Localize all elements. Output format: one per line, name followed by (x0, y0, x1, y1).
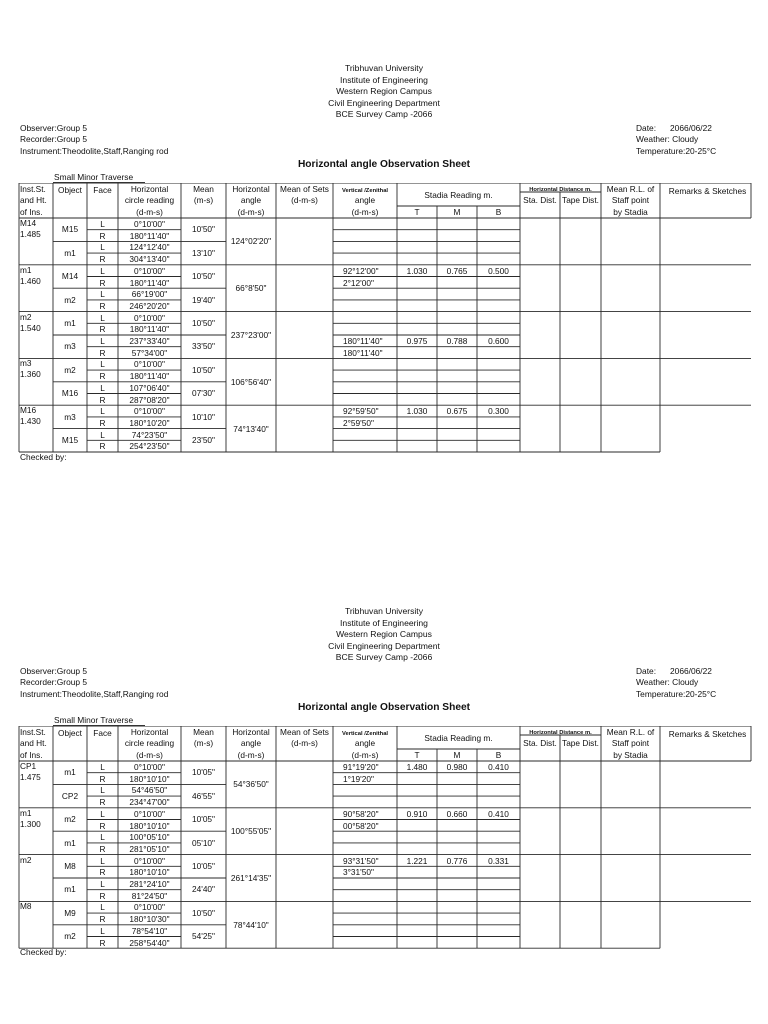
stadia-bottom-value: 0.410 (488, 762, 509, 772)
temperature: Temperature:20-25°C (636, 688, 717, 699)
horizontal-circle-reading: 254°23'50" (129, 441, 170, 452)
stadia-top-value: 1.480 (406, 762, 428, 772)
stadia-top-value: 1.030 (406, 265, 428, 276)
observer: Observer:Group 5 (20, 123, 88, 133)
face-value: L (100, 855, 105, 866)
face-value: R (99, 937, 106, 948)
header-horizontal-angle: angle (240, 195, 262, 206)
horizontal-angle-value: 106°56'40" (230, 376, 272, 387)
horizontal-circle-reading: 281°05'10" (129, 843, 170, 854)
camp-name: BCE Survey Camp -2066 (335, 109, 433, 120)
instrument: Instrument:Theodolite,Staff,Ranging rod (20, 688, 169, 699)
header-tape-distance: Tape Dist. (562, 738, 599, 748)
header-inst-station: of Ins. (20, 749, 43, 760)
face-value: L (100, 785, 105, 796)
horizontal-circle-reading: 66°19'00" (131, 289, 168, 300)
horizontal-circle-reading: 0°10'00" (134, 762, 165, 772)
department-name: Civil Engineering Department (328, 97, 440, 108)
horizontal-circle-reading: 0°10'00" (134, 265, 165, 276)
horizontal-circle-reading: 237°33'40" (129, 336, 170, 346)
header-stadia-distance: Sta. Dist. (523, 195, 557, 205)
header-horizontal-circle-reading: (d-m-s) (136, 206, 163, 217)
face-value: L (100, 312, 105, 323)
header-inst-station: Inst.St. (20, 727, 46, 737)
header-mean: Mean (193, 727, 214, 737)
object-name: M16 (61, 388, 79, 399)
horizontal-angle-value: 237°23'00" (230, 330, 272, 340)
stadia-middle-value: 0.776 (446, 855, 468, 866)
horizontal-circle-reading: 0°10'00" (134, 902, 165, 913)
stadia-top-value: 1.221 (406, 855, 428, 866)
face-value: R (99, 867, 106, 878)
instrument-height: 1.460 (20, 275, 41, 286)
date-weather-info (636, 666, 716, 700)
face-value: L (100, 219, 105, 229)
stadia-top-value: 0.910 (406, 808, 428, 819)
mean-value: 24'40" (192, 884, 215, 895)
horizontal-circle-reading: 180°11'40" (129, 230, 170, 241)
face-value: L (100, 808, 105, 819)
face-value: R (99, 914, 106, 925)
stadia-middle-value: 0.660 (446, 808, 468, 819)
object-name: m2 (64, 931, 76, 942)
station-name: CP1 (20, 761, 37, 771)
station-name: M16 (20, 405, 37, 416)
face-value: L (100, 359, 105, 370)
header-mean-of-sets: Mean of Sets (280, 727, 329, 737)
object-name: CP2 (61, 790, 79, 801)
checked-by: Checked by: (20, 947, 67, 957)
horizontal-angle-value: 124°02'20" (230, 236, 272, 247)
mean-value: 10'50" (192, 224, 215, 235)
horizontal-circle-reading: 180°11'40" (129, 324, 170, 335)
stadia-bottom-value: 0.600 (488, 336, 509, 346)
header-stadia-bottom: B (495, 750, 502, 760)
header-stadia-reading: Stadia Reading m. (424, 733, 493, 743)
header-stadia-bottom: B (495, 207, 502, 217)
institute-name: Institute of Engineering (340, 74, 428, 85)
face-value: L (100, 242, 105, 253)
header-stadia-top: T (414, 750, 420, 760)
horizontal-angle-value: 78°44'10" (233, 919, 269, 930)
object-name: m3 (64, 341, 76, 352)
header-mean: (m-s) (193, 738, 214, 749)
header-mean-rl: Staff point (611, 195, 650, 206)
face-value: L (100, 902, 105, 913)
header-vertical-angle: (d-m-s) (351, 749, 379, 760)
horizontal-circle-reading: 304°13'40" (129, 254, 170, 265)
face-value: R (99, 890, 106, 901)
observer: Observer:Group 5 (20, 666, 88, 676)
face-value: R (99, 230, 106, 241)
object-name: m2 (64, 294, 76, 305)
weather: Weather: Cloudy (636, 134, 699, 145)
observer-info (20, 123, 168, 157)
horizontal-angle-value: 74°13'40" (233, 423, 269, 434)
header-object: Object (58, 728, 82, 738)
mean-value: 10'05" (192, 814, 215, 825)
date-label: Date: (636, 123, 657, 133)
stadia-bottom-value: 0.500 (488, 265, 509, 276)
vertical-angle-value: 1°19'20" (343, 773, 374, 784)
header-inst-station: and Ht. (20, 738, 47, 749)
header-vertical-angle: angle (354, 738, 376, 749)
institute-name: Institute of Engineering (340, 617, 428, 628)
object-name: m1 (64, 767, 76, 778)
header-mean-rl: Staff point (611, 738, 650, 749)
mean-value: 54'25" (192, 931, 215, 942)
horizontal-circle-reading: 180°10'10" (129, 820, 170, 831)
face-value: R (99, 773, 106, 784)
stadia-bottom-value: 0.331 (488, 855, 509, 866)
header-stadia-distance: Sta. Dist. (523, 738, 557, 748)
header-vertical-angle: Vertical /Zenithal (341, 731, 389, 737)
face-value: L (100, 429, 105, 440)
face-value: L (100, 336, 105, 346)
horizontal-circle-reading: 180°10'20" (129, 417, 170, 428)
date-weather-info (636, 123, 716, 157)
vertical-angle-value: 3°31'50" (343, 867, 374, 878)
face-value: R (99, 324, 106, 335)
date-value: 2066/06/22 (670, 123, 712, 133)
horizontal-circle-reading: 246°20'20" (129, 300, 170, 311)
header-remarks: Remarks & Sketches (668, 186, 747, 196)
object-name: M9 (64, 907, 76, 918)
header-vertical-angle: (d-m-s) (351, 206, 379, 217)
horizontal-angle-value: 100°55'05" (230, 826, 272, 837)
sheet-title: Horizontal angle Observation Sheet (297, 702, 471, 713)
header-horizontal-circle-reading: circle reading (124, 195, 175, 206)
header-horizontal-distance: Horizontal Distance m. (529, 187, 592, 193)
university-header (0, 63, 768, 121)
horizontal-circle-reading: 0°10'00" (134, 406, 165, 417)
stadia-middle-value: 0.980 (446, 762, 468, 772)
horizontal-circle-reading: 180°11'40" (129, 371, 170, 382)
stadia-middle-value: 0.675 (446, 406, 468, 417)
header-horizontal-distance: Horizontal Distance m. (529, 730, 592, 736)
header-inst-station: Inst.St. (20, 184, 46, 194)
horizontal-circle-reading: 0°10'00" (134, 312, 165, 323)
face-value: R (99, 300, 106, 311)
station-name: m1 (20, 264, 32, 275)
face-value: L (100, 265, 105, 276)
header-horizontal-angle: Horizontal (232, 184, 270, 194)
header-remarks: Remarks & Sketches (668, 729, 747, 739)
station-name: m2 (20, 311, 32, 322)
face-value: L (100, 762, 105, 772)
mean-value: 10'10" (192, 411, 215, 422)
face-value: L (100, 879, 105, 889)
face-value: R (99, 417, 106, 428)
face-value: L (100, 382, 105, 393)
mean-value: 13'10" (192, 247, 215, 258)
observation-sheet-1 (0, 0, 768, 462)
header-stadia-middle: M (453, 207, 461, 217)
mean-value: 23'50" (192, 434, 215, 445)
station-name: m3 (20, 358, 32, 369)
vertical-angle-value: 91°19'20" (343, 762, 379, 772)
stadia-middle-value: 0.765 (446, 265, 468, 276)
horizontal-circle-reading: 180°10'10" (129, 867, 170, 878)
header-mean-rl: by Stadia (613, 206, 648, 217)
horizontal-circle-reading: 54°46'50" (131, 785, 168, 796)
date-line (636, 666, 716, 677)
mean-value: 19'40" (192, 294, 215, 305)
station-name: M8 (20, 901, 32, 912)
horizontal-circle-reading: 81°24'50" (131, 890, 168, 901)
face-value: R (99, 797, 106, 808)
university-name: Tribhuvan University (344, 606, 423, 616)
object-name: m1 (64, 317, 76, 328)
object-name: M15 (61, 224, 79, 235)
horizontal-circle-reading: 57°34'00" (131, 347, 168, 358)
face-value: R (99, 820, 106, 831)
mean-value: 10'50" (192, 907, 215, 918)
horizontal-circle-reading: 180°10'30" (129, 914, 170, 925)
instrument-height: 1.485 (20, 229, 41, 239)
mean-value: 10'05" (192, 860, 215, 871)
instrument-height: 1.540 (20, 322, 41, 333)
face-value: L (100, 406, 105, 417)
face-value: R (99, 394, 106, 405)
instrument: Instrument:Theodolite,Staff,Ranging rod (20, 145, 169, 156)
object-name: M15 (61, 434, 79, 445)
header-stadia-middle: M (453, 750, 461, 760)
mean-value: 10'50" (192, 317, 215, 328)
face-value: R (99, 347, 106, 358)
face-value: R (99, 843, 106, 854)
horizontal-circle-reading: 124°12'40" (129, 242, 170, 253)
vertical-angle-value: 2°59'50" (343, 417, 374, 428)
stadia-top-value: 1.030 (406, 406, 428, 417)
header-mean-rl: Mean R.L. of (606, 727, 655, 737)
station-name: M14 (20, 218, 37, 228)
header-horizontal-circle-reading: (d-m-s) (136, 749, 163, 760)
object-name: m1 (64, 247, 76, 258)
observation-table-1 (0, 183, 768, 453)
horizontal-angle-value: 54°36'50" (233, 779, 269, 790)
horizontal-circle-reading: 0°10'00" (134, 808, 165, 819)
horizontal-circle-reading: 180°11'40" (129, 277, 170, 288)
horizontal-circle-reading: 258°54'40" (129, 937, 170, 948)
header-mean-of-sets: (d-m-s) (291, 738, 318, 749)
horizontal-circle-reading: 281°24'10" (129, 879, 170, 889)
mean-value: 46'55" (192, 790, 215, 801)
vertical-angle-value: 93°31'50" (343, 855, 379, 866)
traverse-subtitle: Small Minor Traverse (54, 715, 134, 725)
campus-name: Western Region Campus (336, 629, 432, 640)
face-value: R (99, 254, 106, 265)
observation-table-2 (0, 726, 768, 946)
header-mean-of-sets: (d-m-s) (291, 195, 318, 206)
horizontal-circle-reading: 100°05'10" (129, 832, 170, 843)
mean-value: 10'50" (192, 271, 215, 282)
horizontal-circle-reading: 74°23'50" (131, 429, 168, 440)
face-value: R (99, 441, 106, 452)
horizontal-circle-reading: 0°10'00" (134, 219, 165, 229)
date-value: 2066/06/22 (670, 666, 712, 676)
header-mean-rl: Mean R.L. of (606, 184, 655, 194)
instrument-height: 1.300 (20, 818, 41, 829)
header-horizontal-angle: (d-m-s) (237, 749, 265, 760)
object-name: m2 (64, 814, 76, 825)
weather: Weather: Cloudy (636, 677, 699, 688)
header-tape-distance: Tape Dist. (562, 195, 599, 205)
header-stadia-reading: Stadia Reading m. (424, 190, 493, 200)
horizontal-circle-reading: 180°10'10" (129, 773, 170, 784)
stadia-bottom-value: 0.300 (488, 406, 509, 417)
vertical-angle-value: 180°11'40" (343, 336, 383, 346)
horizontal-circle-reading: 287°08'20" (129, 394, 170, 405)
object-name: m2 (64, 364, 76, 375)
header-mean: (m-s) (193, 195, 214, 206)
horizontal-circle-reading: 78°54'10" (131, 925, 168, 936)
horizontal-circle-reading: 0°10'00" (134, 359, 165, 370)
header-object: Object (58, 185, 82, 195)
header-horizontal-angle: angle (240, 738, 262, 749)
horizontal-circle-reading: 0°10'00" (134, 855, 165, 866)
object-name: M14 (61, 271, 79, 282)
campus-name: Western Region Campus (336, 86, 432, 97)
header-face: Face (93, 728, 112, 738)
recorder: Recorder:Group 5 (20, 677, 88, 688)
instrument-height: 1.475 (20, 772, 41, 782)
header-stadia-top: T (414, 207, 420, 217)
mean-value: 07'30" (192, 388, 215, 399)
mean-value: 10'50" (192, 364, 215, 375)
header-mean-rl: by Stadia (613, 749, 648, 760)
vertical-angle-value: 90°58'20" (343, 808, 379, 819)
sheet-title: Horizontal angle Observation Sheet (297, 159, 471, 170)
horizontal-angle-value: 261°14'35" (230, 873, 272, 883)
horizontal-angle-value: 66°8'50" (235, 283, 267, 294)
face-value: R (99, 371, 106, 382)
header-horizontal-angle: Horizontal (232, 727, 270, 737)
temperature: Temperature:20-25°C (636, 145, 717, 156)
horizontal-circle-reading: 107°06'40" (129, 382, 170, 393)
station-name: m1 (20, 807, 32, 818)
department-name: Civil Engineering Department (328, 640, 440, 651)
date-line (636, 123, 716, 134)
recorder: Recorder:Group 5 (20, 134, 88, 145)
checked-by: Checked by: (20, 452, 67, 462)
face-value: R (99, 277, 106, 288)
vertical-angle-value: 92°12'00" (343, 265, 379, 276)
horizontal-circle-reading: 234°47'00" (129, 797, 170, 808)
header-horizontal-circle-reading: Horizontal (130, 184, 169, 194)
vertical-angle-value: 92°59'50" (343, 406, 379, 417)
traverse-subtitle: Small Minor Traverse (54, 172, 134, 182)
face-value: L (100, 289, 105, 300)
vertical-angle-value: 2°12'00" (343, 277, 374, 288)
header-inst-station: and Ht. (20, 195, 47, 206)
header-horizontal-angle: (d-m-s) (237, 206, 265, 217)
object-name: m3 (64, 411, 76, 422)
stadia-bottom-value: 0.410 (488, 808, 509, 819)
face-value: L (100, 832, 105, 843)
object-name: m1 (64, 884, 76, 895)
observation-sheet-2 (0, 543, 768, 957)
instrument-height: 1.360 (20, 369, 41, 380)
mean-value: 10'05" (192, 767, 215, 778)
face-value: L (100, 925, 105, 936)
station-name: m2 (20, 854, 32, 865)
stadia-middle-value: 0.788 (446, 336, 468, 346)
stadia-top-value: 0.975 (406, 336, 428, 346)
header-face: Face (93, 185, 112, 195)
university-name: Tribhuvan University (344, 63, 423, 73)
object-name: M8 (64, 860, 76, 871)
vertical-angle-value: 180°11'40" (343, 347, 383, 358)
observer-info (20, 666, 168, 700)
vertical-angle-value: 00°58'20" (343, 820, 379, 831)
header-vertical-angle: angle (354, 195, 376, 206)
mean-value: 05'10" (192, 837, 215, 848)
mean-value: 33'50" (192, 341, 215, 352)
instrument-height: 1.430 (20, 416, 41, 427)
header-horizontal-circle-reading: Horizontal (130, 727, 169, 737)
header-horizontal-circle-reading: circle reading (124, 738, 175, 749)
header-mean: Mean (193, 184, 214, 194)
university-header (0, 606, 768, 664)
header-mean-of-sets: Mean of Sets (280, 184, 329, 194)
camp-name: BCE Survey Camp -2066 (335, 652, 433, 663)
date-label: Date: (636, 666, 657, 676)
header-inst-station: of Ins. (20, 206, 43, 217)
header-vertical-angle: Vertical /Zenithal (341, 188, 389, 194)
object-name: m1 (64, 837, 76, 848)
